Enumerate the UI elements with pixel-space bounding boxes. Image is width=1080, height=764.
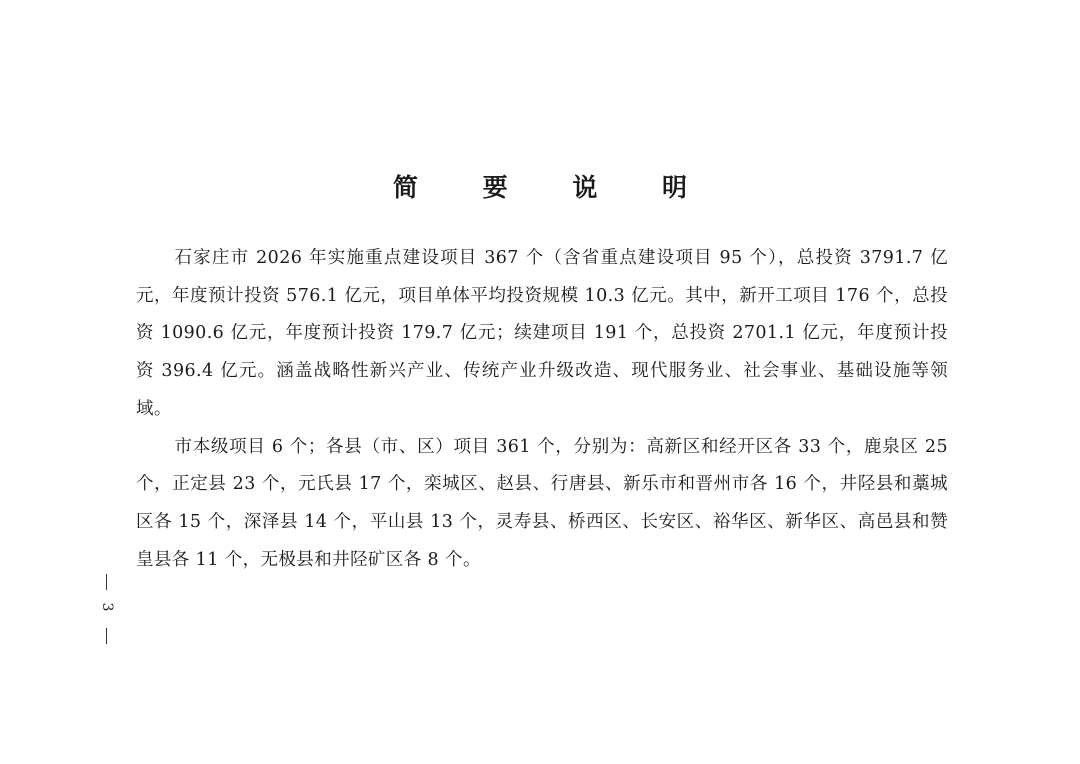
body-text	[136, 240, 948, 579]
paragraph-summary: 石家庄市 2026 年实施重点建设项目 367 个（含省重点建设项目 95 个），总投资 3791.7 亿元，年度预计投资 576.1 亿元，项目单体平均投资规模 10.3 亿元。其中，新开工项目 176 个，总投资 1090.6 亿元，年度预计投资 179.7 亿元；续建项目 191 个，总投资 2701.1 亿元，年度预计投资 396.4 亿元。涵盖战略性新兴产业、传统产业升级改造、现代服务业、社会事业、基础设施等领域。	[136, 248, 948, 419]
paragraph-breakdown: 市本级项目 6 个；各县（市、区）项目 361 个，分别为：高新区和经开区各 33 个，鹿泉区 25 个，正定县 23 个，元氏县 17 个，栾城区、赵县、行唐县、新乐市和晋州市各 16 个，井陉县和藁城区各 15 个，深泽县 14 个，平山县 13 个，灵寿县、桥西区、长安区、裕华区、新华区、高邑县和赞皇县各 11 个，无极县和井陉矿区各 8 个。	[136, 436, 948, 570]
page-number	[96, 572, 118, 644]
page-number-top-rule	[106, 574, 107, 590]
page-title: 简 要 说 明	[392, 173, 716, 202]
page-number-value: 3	[99, 602, 115, 612]
page-number-bottom-rule	[106, 628, 107, 644]
